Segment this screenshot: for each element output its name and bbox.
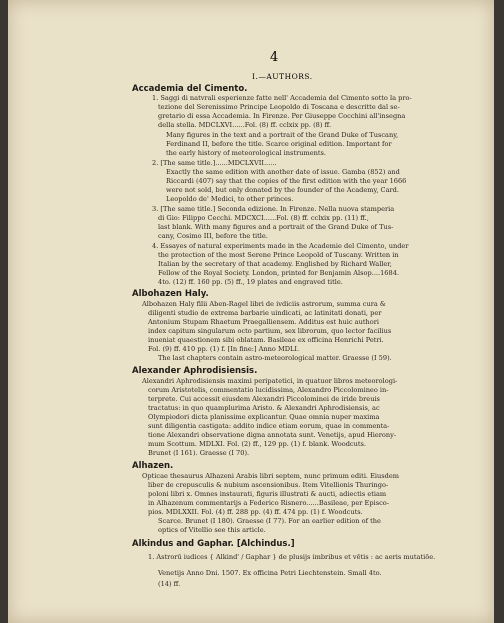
entry-line: tractatus: in quo quamplurima Aristo. & Alexandri Aphrodisiensis, ac xyxy=(148,404,380,412)
entry-heading: Alkindus and Gaphar. [Alchindus.] xyxy=(132,539,295,549)
entry-note: Riccardi (407) say that the copies of the first edition with the year 1666 xyxy=(166,177,407,185)
entry-heading: Alhazen. xyxy=(132,461,174,471)
entry-line: 1. Astrorū iudices { Alkind' / Gaphar } de plusijs imbribus et vētis : ac aeris mutatiōe. xyxy=(148,553,436,561)
entry-note: optics of Vitellio see this article. xyxy=(158,526,266,534)
entry-line: 2. [The same title.]......MDCLXVII...... xyxy=(152,159,277,167)
page-number: 4 xyxy=(270,50,279,65)
entry-line: inueniat quaestionem sibi oblatam. Basileae ex officina Henrichi Petri. xyxy=(148,336,384,344)
entry-line: gretario di essa Accademia. In Firenze. Per Giuseppe Cocchini all'insegna xyxy=(158,112,406,120)
entry-line: sunt diligentia castigata: addito indice etiam eorum, quae in commenta- xyxy=(148,422,390,430)
entry-line: tezione del Serenissimo Principe Leopoldo di Toscana e descritte dal se- xyxy=(158,103,400,111)
entry-line: Fol. (9) ff. 410 pp. (1) f. [In fine:] Anno MDLI. xyxy=(148,345,300,353)
entry-line: cany, Cosimo III, before the title. xyxy=(158,232,268,240)
entry-heading: Alexander Aphrodisiensis. xyxy=(132,366,258,376)
entry-line: 4to. (12) ff. 160 pp. (5) ff., 19 plates and engraved title. xyxy=(158,278,343,286)
entry-line: Alexandri Aphrodisiensis maximi peripatetici, in quatuor libros meteorologi- xyxy=(142,377,398,385)
entry-line: mum Scottum. MDLXI. Fol. (2) ff., 129 pp. (1) f. blank. Woodcuts. xyxy=(148,440,366,448)
entry-line: poloni libri x. Omnes instaurati, figuris illustrati & aucti, adiectis etiam xyxy=(148,490,387,498)
entry-line: the protection of the most Serene Prince Leopold of Tuscany. Written in xyxy=(158,251,399,259)
entry-line: Fellow of the Royal Society. London, printed for Benjamin Alsop....1684. xyxy=(158,269,399,277)
entry-line: pios. MDLXXII. Fol. (4) ff. 288 pp. (4) ff. 474 pp. (1) f. Woodcuts. xyxy=(148,508,363,516)
entry-line: tione Alexandri observatione digna annotata sunt. Venetijs, apud Hierony- xyxy=(148,431,397,439)
entry-note: Exactly the same edition with another date of issue. Gamba (852) and xyxy=(166,168,400,176)
entry-line: della stella. MDCLXVI......Fol. (8) ff. cclxix pp. (8) ff. xyxy=(158,121,332,129)
entry-line: Antonium Stupam Rhaetum Praegalliensem. Additus est huic authori xyxy=(148,318,379,326)
entry-line: terprete. Cui accessit eiusdem Alexandri Piccolominei de iride breuis xyxy=(148,395,380,403)
entry-line: (14) ff. xyxy=(158,580,181,588)
entry-line: corum Aristotelis, commentatio lucidissima, Alexandro Piccolomineo in- xyxy=(148,386,389,394)
entry-note: Scarce. Brunet (I 180). Graesse (I 77). For an earlier edition of the xyxy=(158,517,381,525)
entry-line: 1. Saggi di natvrali esperienze fatte nell' Accademia del Cimento sotto la pro- xyxy=(152,94,412,102)
entry-line: 3. [The same title.] Seconda edizione. In Firenze. Nella nuova stamperia xyxy=(152,205,395,213)
entry-line: Italian by the secretary of that academy. Englished by Richard Waller, xyxy=(158,260,392,268)
entry-line: in Alhazenum commentarijs a Federico Risnero......Basileae, per Episco- xyxy=(148,499,389,507)
entry-line: index capitum singularum octo partium, sex librorum, quo lector facilius xyxy=(148,327,392,335)
entry-line: Venetijs Anno Dni. 1507. Ex officina Petri Liechtenstein. Small 4to. xyxy=(158,569,382,577)
entry-note: Ferdinand II, before the title. Scarce original edition. Important for xyxy=(166,140,392,148)
entry-line: di Gio: Filippo Cecchi. MDCXCI......Fol. (8) ff. cclxix pp. (11) ff., xyxy=(158,214,369,222)
entry-line: Albohazen Haly filii Aben-Ragel libri de ivdiciis astrorum, summa cura & xyxy=(142,300,386,308)
entry-line: Brunet (I 161). Graesse (I 70). xyxy=(148,449,250,457)
entry-line: Olympiodori dicta planissime explicantur. Quae omnia nuper maxima xyxy=(148,413,380,421)
entry-line: Opticae thesaurus Alhazeni Arabis libri septem, nunc primum editi. Eiusdem xyxy=(142,472,400,480)
entry-heading: Albohazen Haly. xyxy=(132,289,209,299)
entry-line: last blank. With many figures and a portrait of the Grand Duke of Tus- xyxy=(158,223,394,231)
entry-note: The last chapters contain astro-meteorological matter. Graesse (I 59). xyxy=(158,354,392,362)
entry-line: 4. Essayes of natural experiments made in the Academie del Cimento, under xyxy=(152,242,409,250)
entry-line: diligenti studio de extrema barbarie uindicati, ac latinitati donati, per xyxy=(148,309,382,317)
entry-line: liber de crepusculis & nubium ascensionibus. Item Vitellionis Thuringo- xyxy=(148,481,389,489)
entry-heading: Accademia del Cimento. xyxy=(132,84,248,94)
entry-note: Leopoldo de' Medici, to other princes. xyxy=(166,195,294,203)
section-title: I.—AUTHORS. xyxy=(252,72,313,81)
entry-note: Many figures in the text and a portrait of the Grand Duke of Tuscany, xyxy=(166,131,399,139)
entry-note: were not sold, but only donated by the founder of the Academy, Card. xyxy=(166,186,399,194)
entry-note: the early history of meteorological instruments. xyxy=(166,149,327,157)
